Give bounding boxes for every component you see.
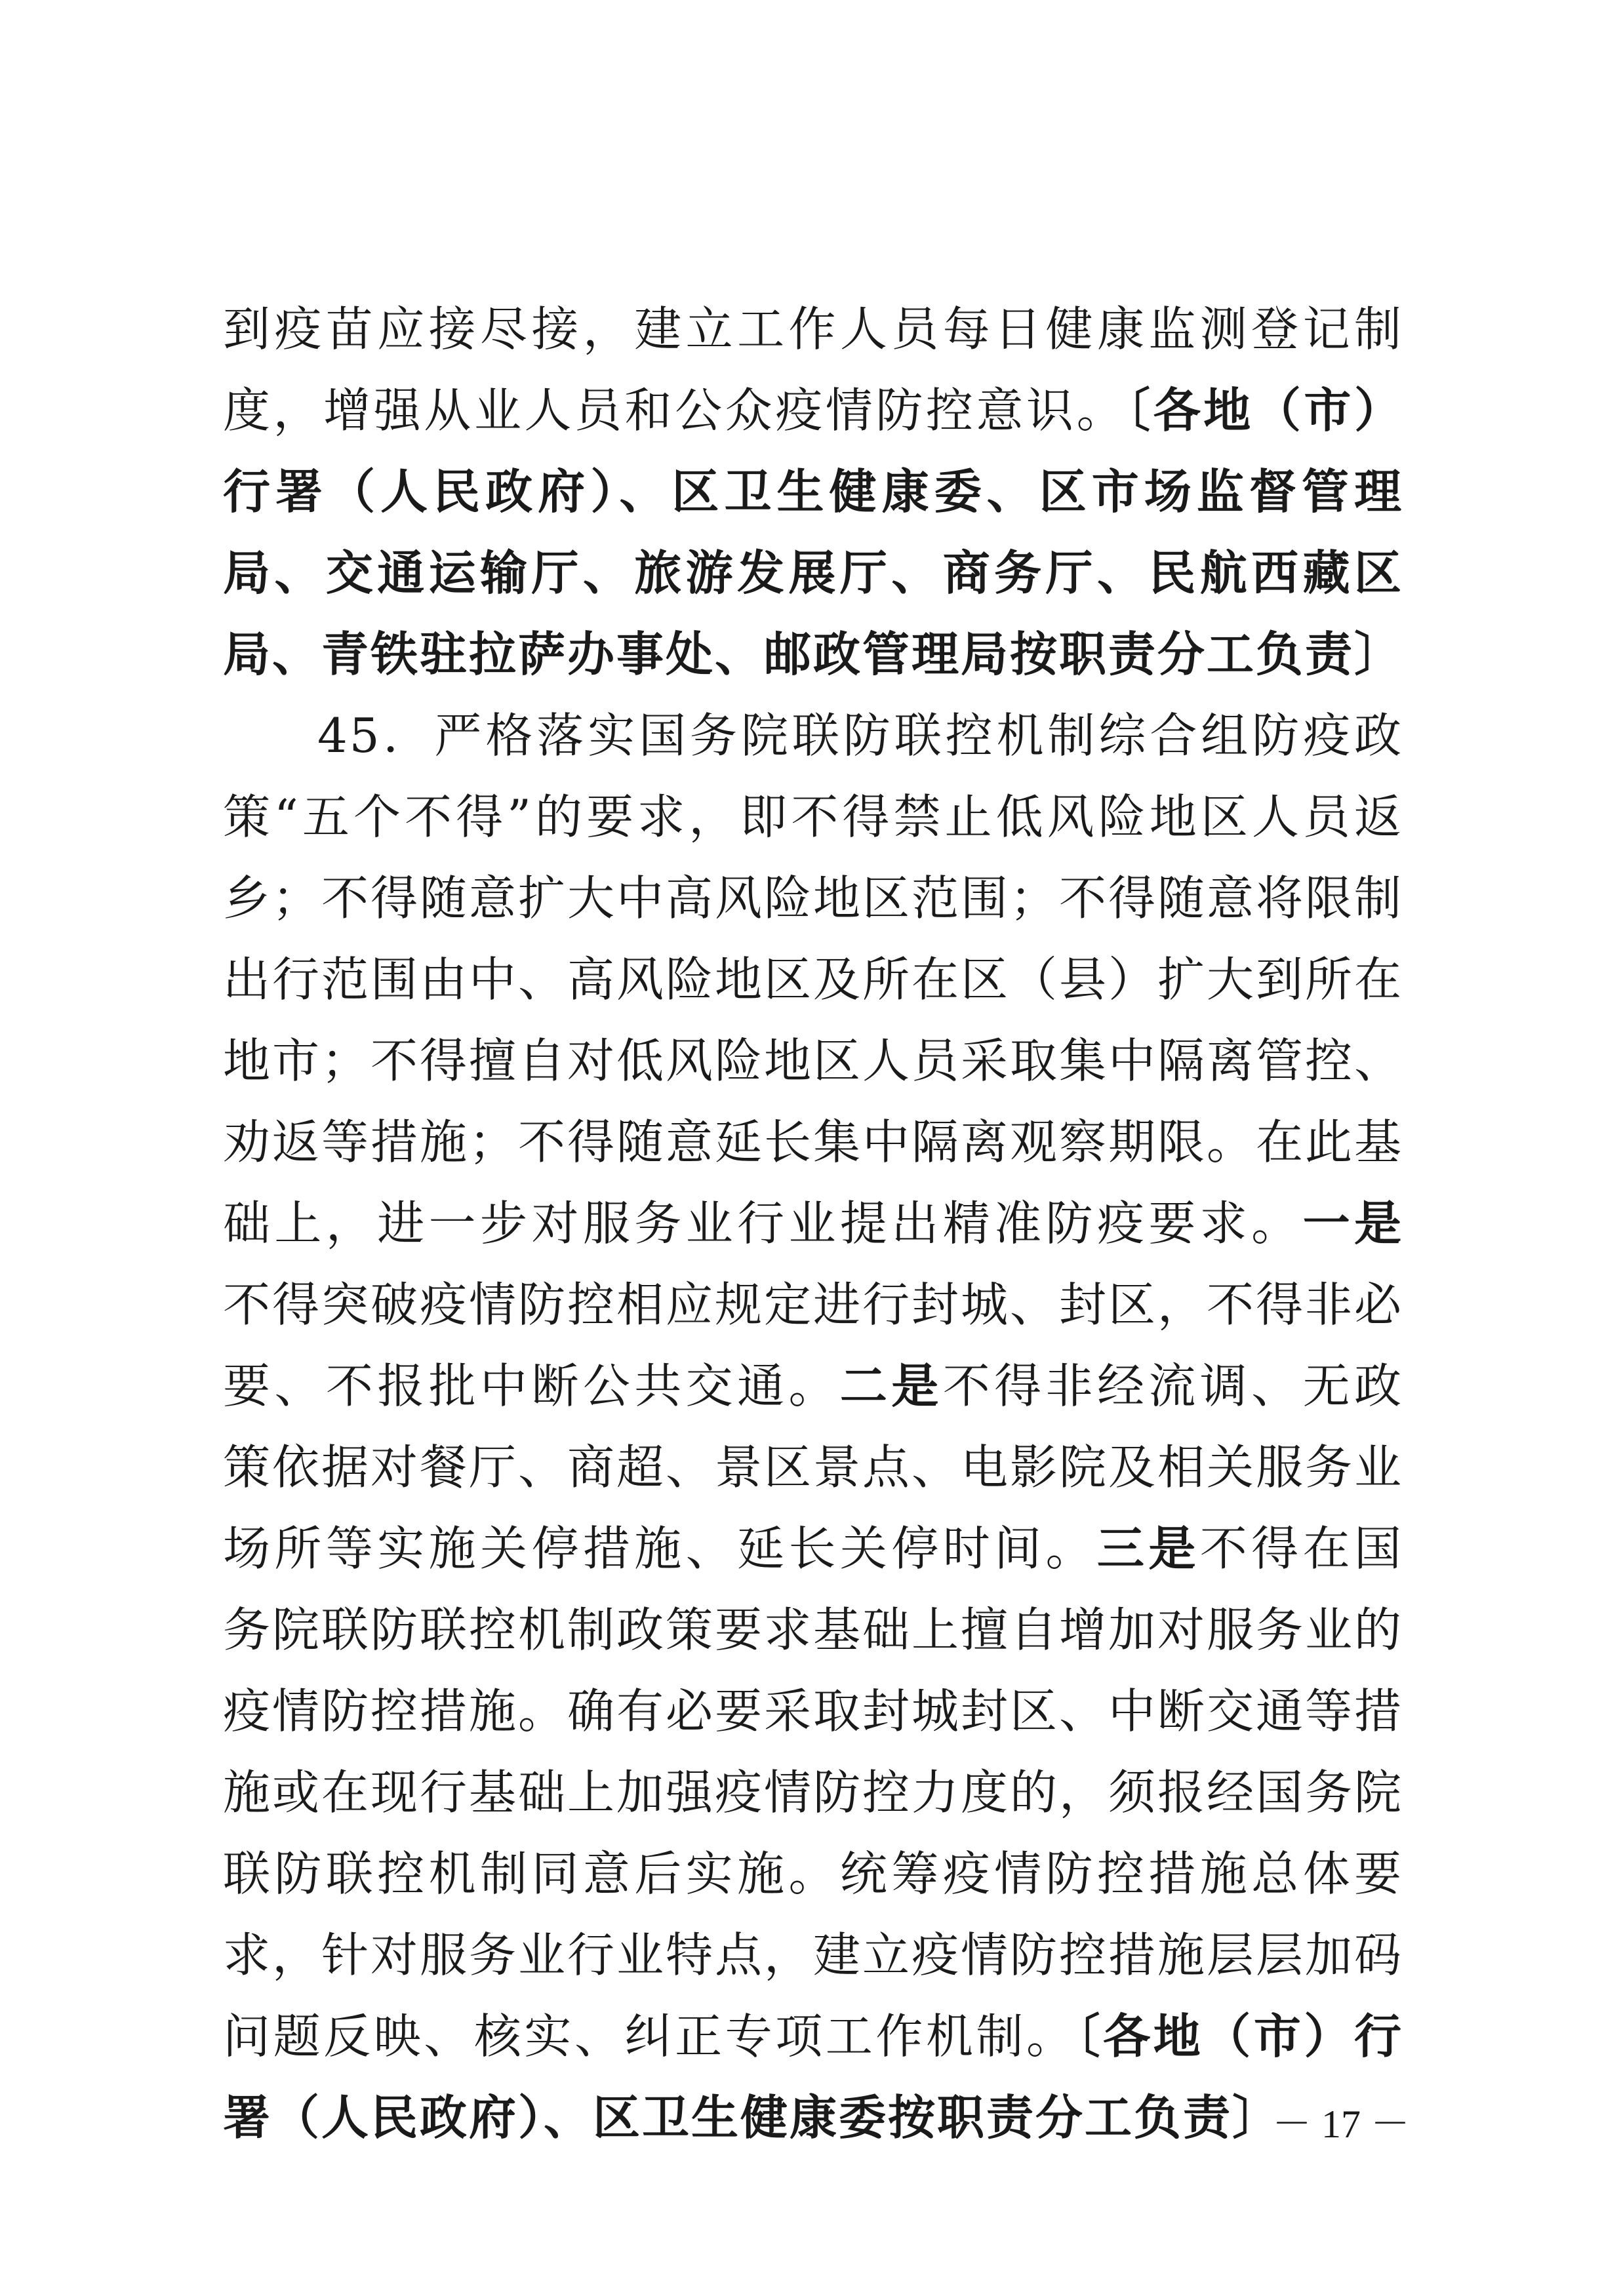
page-number: － 17 － bbox=[1272, 2103, 1410, 2146]
document-body bbox=[223, 288, 1403, 2158]
paragraph-2-text-c: 不得非经流调、无政策依据对餐厅、商超、景区景点、电影院及相关服务业场所等实施关停措施、延长关停时间。 bbox=[223, 1358, 1404, 1576]
paragraph-2-text-a: 45．严格落实国务院联防联控机制综合组防疫政策“五个不得”的要求，即不得禁止低风险地区人员返乡；不得随意扩大中高风险地区范围；不得随意将限制出行范围由中、高风险地区及所在区（县）扩大到所在地市；不得擅自对低风险地区人员采取集中隔离管控、劝返等措施；不得随意延长集中隔离观察期限。在此基础上，进一步对服务业行业提出精准防疫要求。 bbox=[223, 708, 1404, 1251]
paragraph-2-responsibility: 〔各地（市）行署（人民政府）、区卫生健康委按职责分工负责〕 bbox=[223, 2008, 1403, 2145]
paragraph-item-45 bbox=[223, 695, 1403, 2158]
paragraph-2-label-1: 一是 bbox=[1302, 1195, 1403, 1251]
paragraph-2-label-2: 二是 bbox=[839, 1358, 943, 1414]
paragraph-continuation bbox=[223, 288, 1403, 695]
paragraph-2-text-d: 不得在国务院联防联控机制政策要求基础上擅自增加对服务业的疫情防控措施。确有必要采取封城封区、中断交通等措施或在现行基础上加强疫情防控力度的，须报经国务院联防联控机制同意后实施。统筹疫情防控措施总体要求，针对服务业行业特点，建立疫情防控措施层层加码问题反映、核实、纠正专项工作机制。 bbox=[223, 1521, 1404, 2064]
paragraph-1-text: 到疫苗应接尽接，建立工作人员每日健康监测登记制度，增强从业人员和公众疫情防控意识。 bbox=[223, 302, 1403, 438]
paragraph-1-responsibility: 〔各地（市）行署（人民政府）、区卫生健康委、区市场监督管理局、交通运输厅、旅游发展厅、商务厅、民航西藏区局、青铁驻拉萨办事处、邮政管理局按职责分工负责〕 bbox=[223, 382, 1404, 682]
paragraph-2-label-3: 三是 bbox=[1096, 1520, 1200, 1576]
paragraph-2-text-b: 不得突破疫情防控相应规定进行封城、封区，不得非必要、不报批中断公共交通。 bbox=[223, 1277, 1404, 1414]
